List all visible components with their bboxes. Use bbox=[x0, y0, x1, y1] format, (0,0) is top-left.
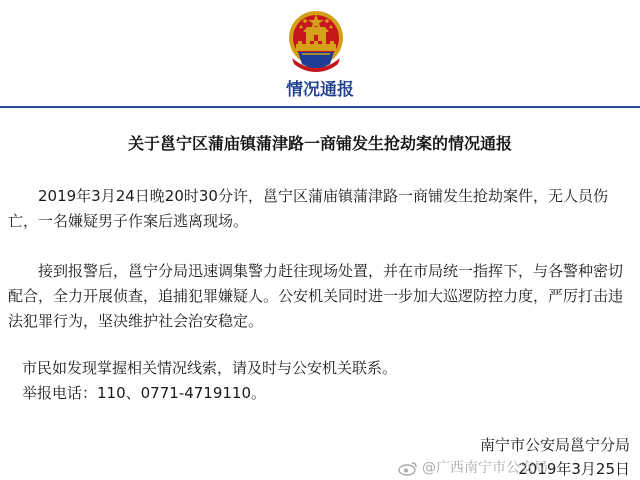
police-emblem-icon bbox=[284, 8, 348, 74]
paragraph-incident: 2019年3月24日晚20时30分许，邕宁区蒲庙镇蒲津路一商铺发生抢劫案件，无人员伤亡，一名嫌疑男子作案后逃离现场。 bbox=[8, 187, 608, 230]
contact-appeal: 市民如发现掌握相关情况线索，请及时与公安机关联系。 bbox=[22, 359, 398, 377]
watermark-text: @广西南宁市公安局 bbox=[422, 460, 548, 476]
paragraph-response: 接到报警后，邕宁分局迅速调集警力赶往现场处置，并在市局统一指挥下，与各警种密切配合，全力开展侦查，追捕犯罪嫌疑人。公安机关同时进一步加大巡逻防控力度，严厉打击违法犯罪行为，坚决维护社会治安稳定。 bbox=[8, 262, 624, 330]
hotline-numbers: 举报电话：110、0771-4719110。 bbox=[22, 384, 267, 402]
signature-date: 2019年3月25日 bbox=[518, 460, 630, 478]
weibo-watermark bbox=[398, 457, 548, 479]
signature-organization: 南宁市公安局邕宁分局 bbox=[479, 436, 630, 454]
header-divider bbox=[0, 106, 640, 108]
weibo-icon bbox=[398, 460, 418, 476]
document-title: 关于邕宁区蒲庙镇蒲津路一商铺发生抢劫案的情况通报 bbox=[127, 134, 512, 153]
header-title: 情况通报 bbox=[286, 80, 354, 100]
